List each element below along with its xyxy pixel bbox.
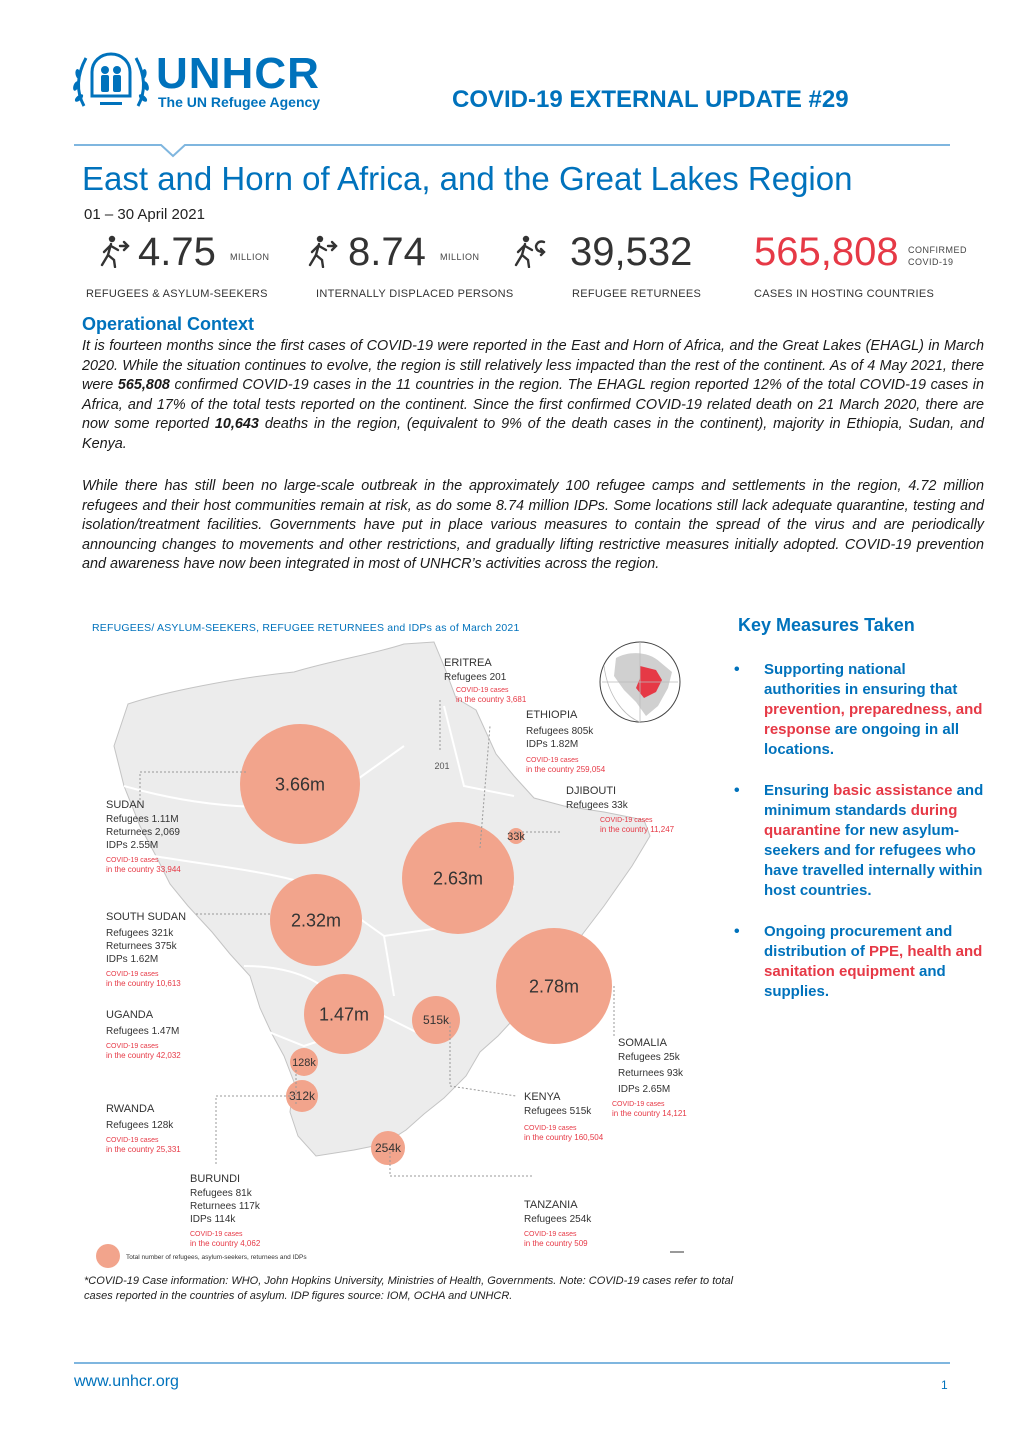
label-ethiopia (526, 709, 606, 774)
person-walking-icon (304, 234, 342, 268)
key-measure-text: Supporting national authorities in ensuring that (764, 661, 958, 698)
key-measures-list (732, 660, 984, 1023)
context-paragraph-2: While there has still been no large-scale outbreak in the approximately 100 refugee camps and settlements in the region, 4.72 million refugees and their host communities remain at risk, as do some 8.74 million IDPs. Some locations still lack adequate quarantine, testing and isolation/treatment facilities. Governments have put in place various measures to contain the spread of the virus and are periodically announcing changes to movements and other restrictions, and gradually lifting restrictive measures initially adopted. COVID-19 prevention and awareness have now been integrated in most of UNHCR’s activities across the region. (82, 478, 984, 573)
bubble-somalia (496, 928, 612, 1044)
map-legend (96, 1244, 684, 1268)
svg-text:IDPs 1.82M: IDPs 1.82M (526, 739, 579, 750)
report-period: 01 – 30 April 2021 (84, 206, 205, 223)
stat-label: CASES IN HOSTING COUNTRIES (754, 288, 935, 300)
svg-text:IDPs 1.62M: IDPs 1.62M (106, 954, 159, 965)
svg-text:Refugees 321k: Refugees 321k (106, 928, 174, 939)
stat-label: REFUGEES & ASYLUM-SEEKERS (86, 288, 268, 300)
svg-text:COVID-19 cases: COVID-19 cases (456, 687, 509, 694)
section-heading-operational-context: Operational Context (82, 314, 255, 334)
svg-text:IDPs 2.55M: IDPs 2.55M (106, 840, 159, 851)
logo-wordmark: UNHCR (156, 49, 320, 98)
svg-text:Refugees 25k: Refugees 25k (618, 1052, 680, 1063)
svg-text:COVID-19 cases: COVID-19 cases (190, 1231, 243, 1238)
stat-value: 39,532 (570, 230, 693, 274)
svg-text:SOMALIA: SOMALIA (618, 1037, 667, 1049)
bubble-rwanda (290, 1048, 318, 1076)
svg-text:in the country 3,681: in the country 3,681 (456, 695, 527, 704)
divider-notch-icon (160, 144, 186, 158)
svg-text:COVID-19 cases: COVID-19 cases (106, 971, 159, 978)
svg-text:Refugees 128k: Refugees 128k (106, 1120, 174, 1131)
svg-text:Refugees 81k: Refugees 81k (190, 1188, 252, 1199)
svg-text:in the country 11,247: in the country 11,247 (600, 825, 675, 834)
bubble-label: 128k (292, 1056, 316, 1069)
stat-returnees (512, 232, 702, 302)
deaths-figure: 10,643 (214, 416, 259, 433)
svg-text:KENYA: KENYA (524, 1091, 561, 1103)
bubble-label: 1.47m (318, 1004, 370, 1025)
bubble-south-sudan (270, 874, 362, 966)
label-burundi (190, 1173, 261, 1248)
svg-text:in the country 160,504: in the country 160,504 (524, 1133, 604, 1142)
stat-refugees (86, 230, 286, 302)
key-measure-highlight: basic assistance (833, 782, 953, 799)
svg-text:in the country 259,054: in the country 259,054 (526, 765, 606, 774)
svg-text:Refugees 33k: Refugees 33k (566, 800, 628, 811)
svg-text:BURUNDI: BURUNDI (190, 1173, 241, 1185)
bubble-label: 201 (434, 761, 450, 772)
svg-text:Returnees 117k: Returnees 117k (190, 1201, 260, 1212)
region-map (84, 636, 724, 1272)
svg-text:in the country 42,032: in the country 42,032 (106, 1051, 181, 1060)
svg-text:Returnees 93k: Returnees 93k (618, 1068, 684, 1079)
svg-text:Returnees 2,069: Returnees 2,069 (106, 827, 180, 838)
key-measures-heading: Key Measures Taken (738, 615, 915, 635)
bubble-tanzania (371, 1131, 405, 1165)
key-measure-text: Ensuring (764, 782, 834, 799)
bubble-kenya (412, 996, 460, 1044)
svg-text:IDPs 114k: IDPs 114k (190, 1214, 236, 1225)
bubble-ethiopia (402, 822, 514, 934)
stat-covid-cases (754, 232, 984, 302)
svg-text:DJIBOUTI: DJIBOUTI (566, 785, 617, 797)
svg-text:ETHIOPIA: ETHIOPIA (526, 709, 578, 721)
label-rwanda (106, 1103, 181, 1154)
bubble-label: 254k (374, 1141, 402, 1156)
svg-text:in the country 10,613: in the country 10,613 (106, 979, 181, 988)
stat-value: 4.75 (138, 230, 216, 274)
stat-value: 565,808 (754, 230, 899, 274)
update-title: COVID-19 EXTERNAL UPDATE #29 (452, 86, 849, 113)
svg-text:COVID-19 cases: COVID-19 cases (106, 1137, 159, 1144)
label-somalia (612, 1037, 687, 1118)
bubble-label: 2.63m (432, 868, 484, 889)
map-title: REFUGEES/ ASYLUM-SEEKERS, REFUGEE RETURNEES and IDPs as of March 2021 (92, 622, 520, 634)
label-uganda (106, 1009, 181, 1060)
svg-text:in the country 4,062: in the country 4,062 (190, 1239, 261, 1248)
svg-text:IDPs 2.65M: IDPs 2.65M (618, 1084, 671, 1095)
svg-text:Refugees 515k: Refugees 515k (524, 1106, 592, 1117)
svg-text:COVID-19 cases: COVID-19 cases (524, 1125, 577, 1132)
key-measure-item (732, 781, 984, 901)
page-title: East and Horn of Africa, and the Great Lakes Region (82, 160, 853, 197)
svg-text:Refugees 1.47M: Refugees 1.47M (106, 1026, 180, 1037)
bubble-label: 33k (507, 830, 525, 843)
svg-text:COVID-19 cases: COVID-19 cases (106, 857, 159, 864)
label-south-sudan (106, 911, 186, 988)
svg-text:COVID-19 cases: COVID-19 cases (600, 817, 653, 824)
svg-text:COVID-19 cases: COVID-19 cases (524, 1231, 577, 1238)
laurel-people-icon (70, 48, 152, 114)
svg-text:in the country 25,331: in the country 25,331 (106, 1145, 181, 1154)
stat-label: REFUGEE RETURNEES (572, 288, 702, 300)
logo-subtitle: The UN Refugee Agency (158, 94, 321, 110)
svg-text:UGANDA: UGANDA (106, 1009, 154, 1021)
bubble-label: 2.32m (290, 910, 342, 931)
footnote: *COVID-19 Case information: WHO, John Hopkins University, Ministries of Health, Governments. Note: COVID-19 cases refer to total cases reported in the countries of asylum. IDP figures source: IOM, OCHA and UNHCR. (84, 1275, 734, 1302)
bubble-eritrea (434, 761, 449, 771)
context-paragraph-1: It is fourteen months since the first cases of COVID-19 were reported in the East and Horn of Africa, and the Great Lakes (EHAGL) in March 2020. While the situation continues to evolve, the region is still relatively less impacted than the rest of the continent. As of 4 May 2021, there were 565,808 confirmed COVID-19 cases in the 11 countries in the region. The EHAGL region reported 12% of the total COVID-19 cases in Africa, and 17% of the total tests reported on the continent. Since the first confirmed COVID-19 related death on 21 March 2020, there are now some reported 10,643 deaths in the region, (equivalent to 9% of the death cases in the continent), majority in Ethiopia, Sudan, and Kenya. (82, 338, 985, 452)
key-measure-text: and minimum standards (764, 782, 984, 819)
stat-unit: MILLION (440, 252, 480, 262)
bubble-djibouti (507, 828, 525, 844)
bubble-label: 2.78m (528, 976, 580, 997)
svg-text:RWANDA: RWANDA (106, 1103, 155, 1115)
stat-value: 8.74 (348, 230, 426, 274)
bubble-label: 3.66m (274, 774, 326, 795)
svg-text:Refugees 1.11M: Refugees 1.11M (106, 814, 179, 825)
person-walking-icon (96, 234, 134, 268)
key-measure-text: and supplies. (764, 963, 946, 1000)
locator-globe (600, 642, 680, 722)
key-measure-text: are ongoing in all locations. (764, 721, 960, 758)
label-kenya (524, 1091, 604, 1142)
stat-idps (304, 230, 514, 302)
svg-text:COVID-19 cases: COVID-19 cases (526, 757, 579, 764)
svg-text:Refugees 805k: Refugees 805k (526, 726, 594, 737)
confirmed-cases-figure: 565,808 (117, 377, 170, 394)
key-measure-text: Ongoing procurement and distribution of (764, 923, 953, 960)
header-divider (74, 144, 950, 146)
svg-text:COVID-19 cases: COVID-19 cases (106, 1043, 159, 1050)
svg-text:Total number of refugees, asyl: Total number of refugees, asylum-seekers, returnees and IDPs (126, 1254, 307, 1261)
stat-unit: MILLION (230, 252, 270, 262)
bubble-label: 515k (422, 1013, 450, 1028)
stat-label: INTERNALLY DISPLACED PERSONS (316, 288, 514, 300)
svg-text:SUDAN: SUDAN (106, 799, 145, 811)
svg-text:in the country 33,944: in the country 33,944 (106, 865, 181, 874)
svg-text:SOUTH SUDAN: SOUTH SUDAN (106, 911, 187, 923)
stat-unit: CONFIRMED COVID-19 (908, 245, 967, 267)
svg-text:COVID-19 cases: COVID-19 cases (612, 1101, 665, 1108)
key-measure-highlight: prevention, preparedness, and response (764, 701, 983, 738)
label-eritrea (444, 657, 527, 704)
bubble-sudan (240, 724, 360, 844)
website-link[interactable]: www.unhcr.org (74, 1373, 179, 1390)
key-measure-item (732, 660, 984, 760)
key-measure-highlight: PPE, health and sanitation equipment (764, 943, 983, 980)
key-measure-highlight: during quarantine (764, 802, 958, 839)
label-tanzania (524, 1199, 592, 1248)
svg-text:TANZANIA: TANZANIA (524, 1199, 578, 1211)
svg-text:Returnees 375k: Returnees 375k (106, 941, 177, 952)
person-returning-icon (512, 234, 550, 268)
bubble-burundi (286, 1080, 318, 1112)
page-number: 1 (941, 1378, 948, 1392)
bubble-label: 312k (288, 1089, 316, 1104)
svg-text:in the country 509: in the country 509 (524, 1239, 588, 1248)
footer-divider (74, 1362, 950, 1364)
unhcr-logo (70, 48, 350, 114)
svg-text:Refugees 254k: Refugees 254k (524, 1214, 592, 1225)
svg-text:Refugees 201: Refugees 201 (444, 672, 507, 683)
svg-text:ERITREA: ERITREA (444, 657, 492, 669)
key-measure-item (732, 922, 984, 1002)
svg-text:in the country 14,121: in the country 14,121 (612, 1109, 687, 1118)
bubble-uganda (304, 974, 384, 1054)
key-measure-text: for new asylum-seekers and for refugees who have travelled internally within host countries. (764, 822, 983, 899)
